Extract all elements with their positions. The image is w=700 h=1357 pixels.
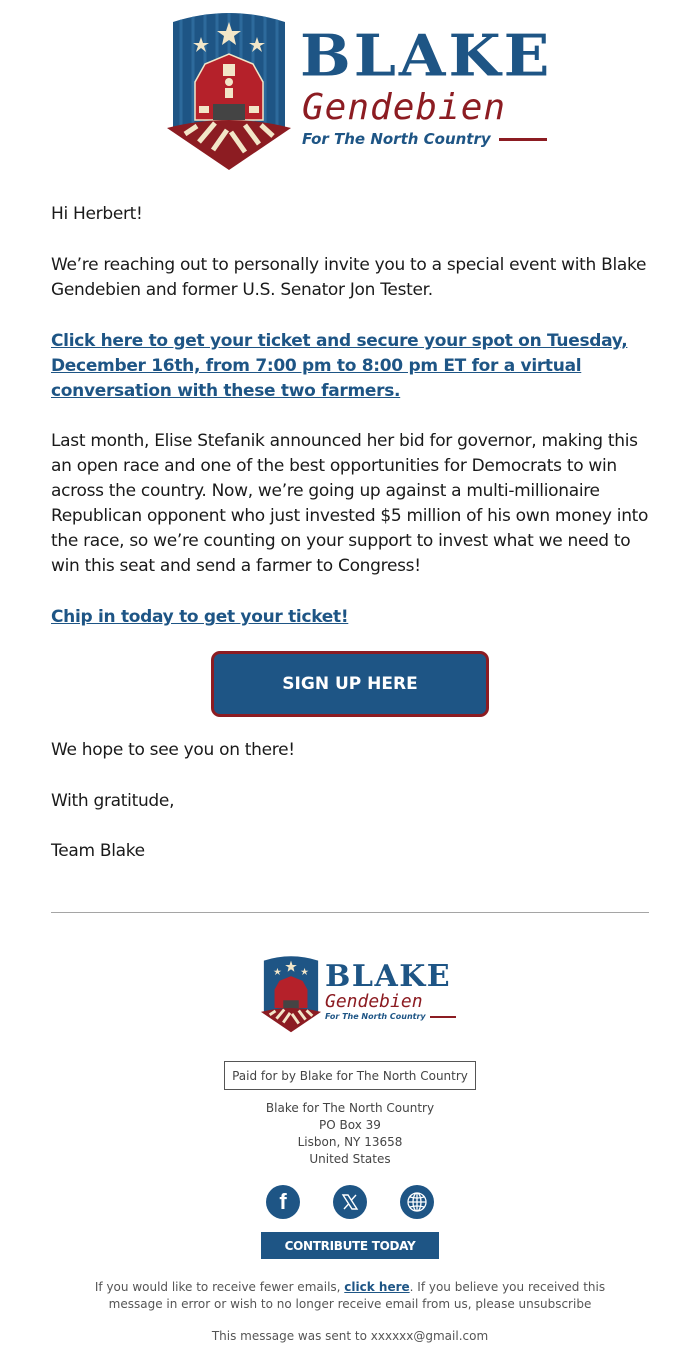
address-line-3: Lisbon, NY 13658 [297,1135,403,1149]
greeting: Hi Herbert! [51,204,143,224]
address-line-2: PO Box 39 [319,1118,381,1132]
unsubscribe-notice [80,1279,620,1313]
facebook-link[interactable] [266,1185,300,1219]
chip-in-link[interactable]: Chip in today to get your ticket! [51,607,349,627]
contribute-today-button[interactable]: CONTRIBUTE TODAY [261,1232,439,1259]
unsub-text-pre: If you would like to receive fewer emails, [94,1280,345,1294]
footer-barn-shield-icon[interactable] [260,955,322,1033]
signature: Team Blake [51,841,145,861]
footer-logo-tagline [325,1012,456,1021]
x-icon [341,1193,359,1211]
unsub-text-post: . If you believe you received this message in error or wish to no longer receive email from us, please unsubscribe [108,1280,606,1311]
logo-tagline-text: For The North Country [302,130,491,148]
website-link[interactable] [400,1185,434,1219]
closing-line: We hope to see you on there! [51,740,295,760]
barn-shield-icon [165,12,293,170]
sent-to-notice: This message was sent to xxxxxx@gmail.com [211,1329,489,1343]
logo-name-bottom: Gendebien [302,87,507,128]
logo-wordmark [300,23,553,148]
logo-tagline [302,130,552,148]
footer-logo-name-bottom: Gendebien [325,991,423,1012]
x-link[interactable] [333,1185,367,1219]
globe-icon [406,1191,428,1213]
closing-salutation: With gratitude, [51,791,175,811]
footer-logo-name-top: BLAKE [325,959,452,994]
event-ticket-link[interactable]: Click here to get your ticket and secure your spot on Tuesday, December 16th, from 7:00 pm to 8:00 pm ET for a virtual conversation with these two farmers. [51,331,628,401]
address-line-1: Blake for The North Country [265,1101,435,1115]
footer-logo-wordmark [325,959,456,1021]
fewer-emails-link[interactable]: click here [344,1280,410,1294]
tagline-rule [499,138,547,141]
body-paragraph: Last month, Elise Stefanik announced her bid for governor, making this an open race and one of the best opportunities for Democrats to win across the country. Now, we’re going up against a multi-millionaire Republican opponent who just invested $5 million of his own money into the race, so we’re counting on your support to invest what we need to win this seat and send a farmer to Congress! [51,431,649,576]
intro-paragraph: We’re reaching out to personally invite you to a special event with Blake Gendebien and former U.S. Senator Jon Tester. [51,255,647,300]
logo-name-top: BLAKE [300,23,553,90]
paid-for-disclaimer: Paid for by Blake for The North Country [224,1061,476,1090]
facebook-icon: f [279,1189,287,1214]
sign-up-button[interactable]: SIGN UP HERE [211,651,489,717]
footer-tagline-rule [430,1016,456,1018]
divider [51,912,649,913]
header-logo[interactable] [0,0,700,180]
footer-logo-tagline-text: For The North Country [325,1012,426,1021]
address-line-4: United States [309,1152,391,1166]
